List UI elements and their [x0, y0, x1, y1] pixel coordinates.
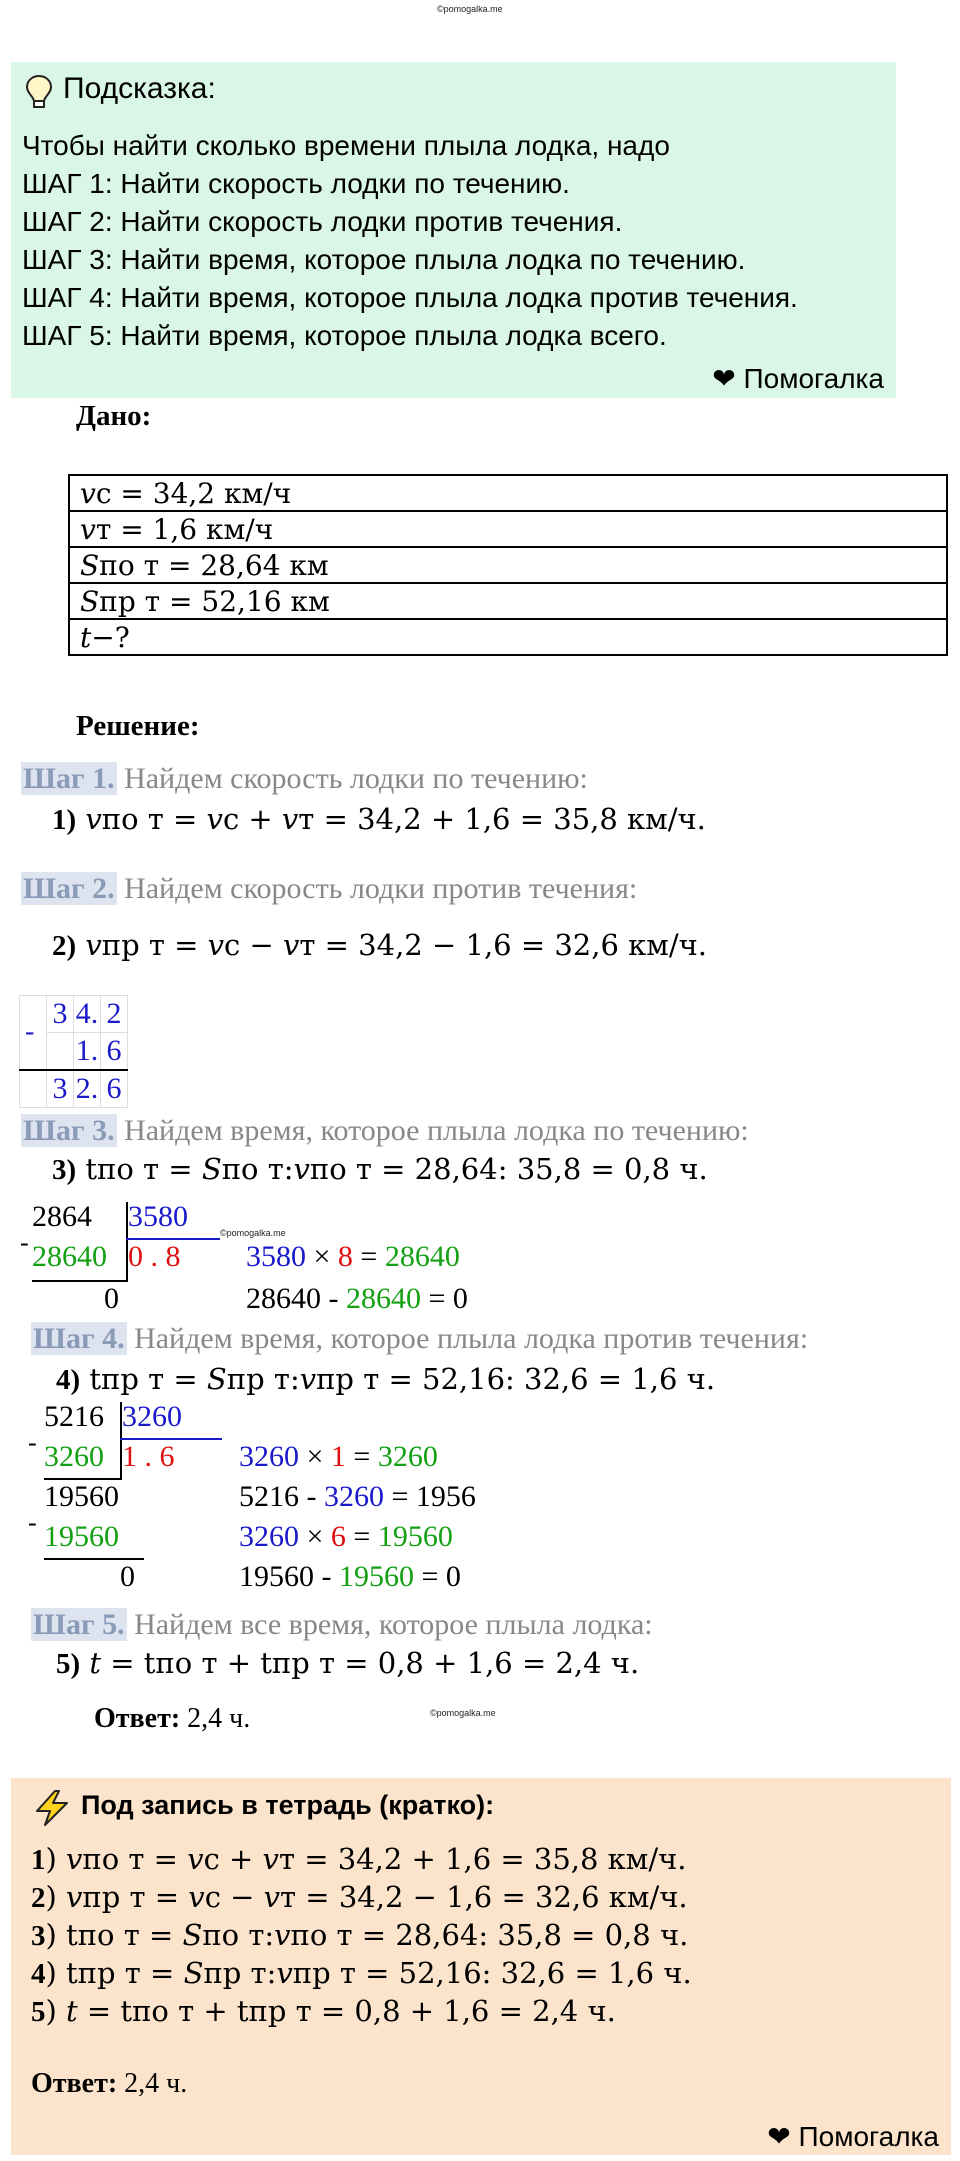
step-2-formula [52, 928, 707, 963]
subtraction-grid [19, 995, 128, 1108]
hint-intro: Чтобы найти сколько времени плыла лодка, надо [22, 130, 670, 161]
line-number: 2 [31, 1882, 46, 1914]
given-row: 𝑣с = 34,2 км/ч [69, 475, 947, 511]
line-text: ) 𝑡 = tпо т + tпр т = 0,8 + 1,6 = 2,4 ч. [45, 1994, 616, 2028]
check-value: 3260 [239, 1520, 299, 1553]
formula-text: 𝑡 = tпо т + tпр т = 0,8 + 1,6 = 2,4 ч. [80, 1646, 640, 1680]
divisor: 3260 [122, 1400, 182, 1433]
grid-cell: 1. [74, 1033, 101, 1071]
check-value: 19560 [377, 1520, 453, 1553]
heart-icon: ❤ [712, 363, 736, 394]
hint-box [11, 62, 896, 398]
given-row: 𝑆пр т = 52,16 км [69, 583, 947, 619]
step-tag: Шаг 5. [33, 1608, 125, 1641]
grid-cell: 6 [101, 1033, 128, 1071]
given-row: 𝑣т = 1,6 км/ч [69, 511, 947, 547]
hint-title: Подсказка: [63, 72, 216, 105]
step-text: Найти время, которое плыла лодка против течения. [112, 282, 798, 313]
check-2 [246, 1282, 468, 1316]
check-op: × [299, 1520, 331, 1553]
watermark: ©pomogalka.me [437, 4, 503, 14]
hint-signature [712, 362, 884, 395]
notes-signature [767, 2120, 939, 2153]
dividend: 2864 [32, 1200, 92, 1233]
notes-line-1 [31, 1842, 687, 1877]
quotient: 1 . 6 [122, 1440, 175, 1473]
subtraction-minus: - [25, 1016, 35, 1047]
check-value: 28640 [346, 1282, 421, 1315]
step-2-title [21, 872, 637, 906]
step-text: Найти скорость лодки против течения. [112, 206, 623, 237]
hint-step-5 [22, 320, 667, 352]
formula-number: 4) [56, 1364, 81, 1396]
check-5 [239, 1520, 453, 1554]
remainder-1: 19560 [44, 1480, 119, 1513]
check-1 [246, 1240, 460, 1274]
signature-text: Помогалка [743, 363, 884, 394]
given-row: 𝑡−? [69, 619, 947, 655]
notes-line-4 [31, 1956, 692, 1991]
grid-cell: 4. [74, 996, 101, 1033]
line-text: ) tпр т = 𝑆пр т:𝑣пр т = 52,16: 32,6 = 1,6 ч. [45, 1956, 692, 1990]
step-description: Найдем время, которое плыла лодка по течению: [116, 1114, 749, 1147]
step-4-formula [56, 1362, 715, 1397]
step-label: ШАГ 4: [22, 282, 113, 313]
check-value: 28640 [384, 1240, 460, 1273]
check-op: = [345, 1440, 378, 1473]
check-value: 3260 [377, 1440, 438, 1473]
notes-line-3 [31, 1918, 688, 1953]
check-value: = 0 [421, 1282, 468, 1315]
step-3-formula [52, 1152, 708, 1187]
check-6 [239, 1560, 461, 1594]
formula-text: tпр т = 𝑆пр т:𝑣пр т = 52,16: 32,6 = 1,6 ч. [80, 1362, 716, 1396]
step-1-title [21, 762, 588, 796]
check-value: 19560 - [239, 1560, 339, 1593]
formula-number: 5) [56, 1648, 81, 1680]
line-text: ) tпо т = 𝑆по т:𝑣по т = 28,64: 35,8 = 0,8 ч. [45, 1918, 689, 1952]
partial-product: 28640 [32, 1240, 107, 1273]
minus-sign: - [28, 1428, 37, 1457]
formula-text: 𝑣по т = 𝑣с + 𝑣т = 34,2 + 1,6 = 35,8 км/ч. [76, 802, 706, 836]
step-description: Найдем время, которое плыла лодка против течения: [126, 1322, 809, 1355]
notes-line-5 [31, 1994, 616, 2029]
grid-cell: 6 [101, 1070, 128, 1108]
partial-product-2: 19560 [44, 1520, 119, 1553]
solution-heading: Решение: [76, 710, 200, 742]
check-value: 1 [330, 1440, 346, 1473]
notes-line-2 [31, 1880, 688, 1915]
divisor: 3580 [128, 1200, 188, 1233]
step-label: ШАГ 3: [22, 244, 113, 275]
answer-value: 2,4 ч. [180, 1703, 251, 1734]
dividend: 5216 [44, 1400, 104, 1433]
hint-step-1 [22, 168, 570, 200]
answer-label: Ответ: [94, 1703, 181, 1734]
step-description: Найдем скорость лодки по течению: [116, 762, 588, 795]
step-3-title [21, 1114, 749, 1148]
notes-answer [31, 2068, 187, 2100]
check-op: × [306, 1240, 338, 1273]
notes-title: Под запись в тетрадь (кратко): [81, 1790, 495, 1820]
notes-box [11, 1778, 951, 2155]
line-number: 5 [31, 1996, 46, 2028]
partial-product-1: 3260 [44, 1440, 104, 1473]
remainder: 0 [104, 1282, 119, 1315]
check-value: 28640 - [246, 1282, 346, 1315]
given-row: 𝑆по т = 28,64 км [69, 547, 947, 583]
grid-cell [20, 1070, 47, 1108]
answer [94, 1703, 250, 1735]
minus-sign: - [28, 1508, 37, 1537]
watermark: ©pomogalka.me [220, 1228, 286, 1238]
check-value: 3580 [246, 1240, 306, 1273]
check-value: 5216 - [239, 1480, 324, 1513]
check-value: = 1956 [384, 1480, 476, 1513]
check-value: 19560 [339, 1560, 414, 1593]
step-label: ШАГ 1: [22, 168, 113, 199]
step-tag: Шаг 2. [23, 872, 115, 905]
line-text: ) 𝑣пр т = 𝑣с − 𝑣т = 34,2 − 1,6 = 32,6 км/ч. [45, 1880, 688, 1914]
step-5-formula [56, 1646, 639, 1681]
step-4-title [31, 1322, 808, 1356]
long-division-2 [28, 1400, 228, 1600]
grid-cell: 2. [74, 1070, 101, 1108]
step-text: Найти время, которое плыла лодка по течению. [112, 244, 746, 275]
hint-step-3 [22, 244, 745, 276]
grid-cell: 2 [101, 996, 128, 1033]
line-text: ) 𝑣по т = 𝑣с + 𝑣т = 34,2 + 1,6 = 35,8 км/ч. [45, 1842, 687, 1876]
grid-cell: 3 [47, 996, 74, 1033]
step-label: ШАГ 5: [22, 320, 113, 351]
step-tag: Шаг 4. [33, 1322, 125, 1355]
check-value: 8 [337, 1240, 353, 1273]
formula-text: 𝑣пр т = 𝑣с − 𝑣т = 34,2 − 1,6 = 32,6 км/ч. [76, 928, 707, 962]
remainder: 0 [120, 1560, 135, 1593]
check-value: 3260 [239, 1440, 299, 1473]
signature-text: Помогалка [798, 2121, 939, 2152]
line-number: 4 [31, 1958, 46, 1990]
step-label: ШАГ 2: [22, 206, 113, 237]
line-number: 1 [31, 1844, 46, 1876]
formula-number: 2) [52, 930, 77, 962]
check-value: 6 [330, 1520, 346, 1553]
step-description: Найдем скорость лодки против течения: [116, 872, 638, 905]
grid-cell: 3 [47, 1070, 74, 1108]
check-4 [239, 1480, 476, 1514]
minus-sign: - [20, 1228, 29, 1257]
formula-text: tпо т = 𝑆по т:𝑣по т = 28,64: 35,8 = 0,8 ч. [76, 1152, 708, 1186]
check-op: = [345, 1520, 378, 1553]
check-3 [239, 1440, 438, 1474]
formula-number: 3) [52, 1154, 77, 1186]
step-5-title [31, 1608, 653, 1642]
check-value: 3260 [324, 1480, 384, 1513]
step-tag: Шаг 3. [23, 1114, 115, 1147]
hint-step-2 [22, 206, 622, 238]
hint-step-4 [22, 282, 798, 314]
answer-value: 2,4 ч. [117, 2068, 188, 2099]
line-number: 3 [31, 1920, 46, 1952]
lightbulb-icon [25, 74, 53, 110]
step-description: Найдем все время, которое плыла лодка: [126, 1608, 653, 1641]
given-table [68, 474, 948, 656]
grid-cell [47, 1033, 74, 1071]
step-tag: Шаг 1. [23, 762, 115, 795]
step-text: Найти скорость лодки по течению. [112, 168, 570, 199]
heart-icon: ❤ [767, 2121, 791, 2152]
quotient: 0 . 8 [128, 1240, 181, 1273]
given-heading: Дано: [76, 400, 152, 432]
check-value: = 0 [414, 1560, 461, 1593]
check-op: × [299, 1440, 331, 1473]
formula-number: 1) [52, 804, 77, 836]
step-1-formula [52, 802, 706, 837]
lightning-icon [33, 1790, 71, 1826]
check-op: = [352, 1240, 385, 1273]
answer-label: Ответ: [31, 2068, 118, 2099]
watermark: ©pomogalka.me [430, 1708, 496, 1718]
step-text: Найти время, которое плыла лодка всего. [112, 320, 667, 351]
